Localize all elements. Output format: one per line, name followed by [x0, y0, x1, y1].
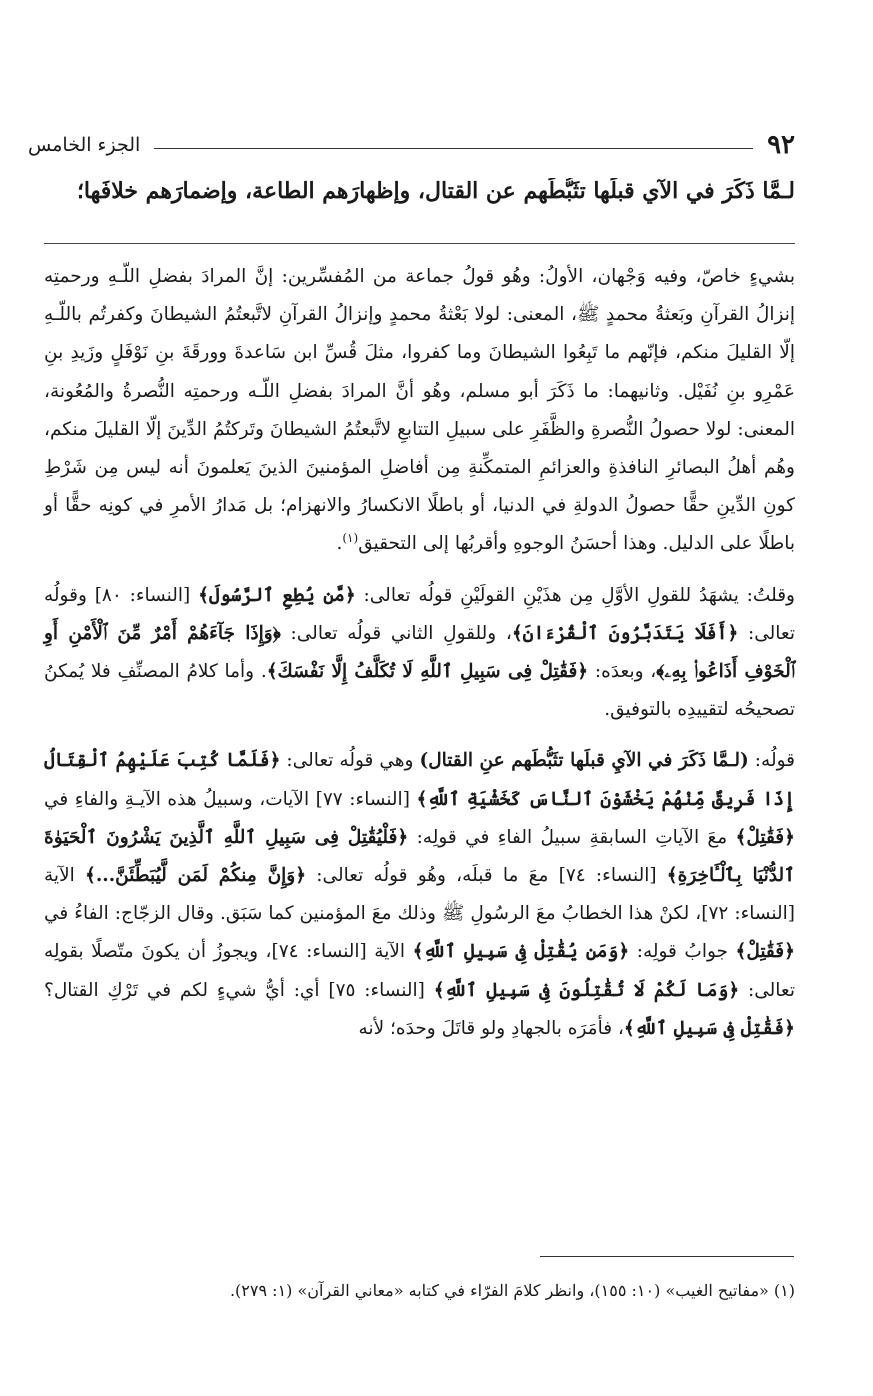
text-run: [النساء: ٧٥] أي: أيُّ شيءٍ لكم في تَرْكِ القتال؟ [44, 979, 434, 1001]
quranic-quote: ﴿وَمَا لَكُمْ لَا تُقَٰتِلُونَ فِى سَبِيلِ ٱللَّهِ﴾ [433, 979, 740, 1001]
quranic-quote: ﴿فَقَٰتِلْ فِى سَبِيلِ ٱللَّهِ﴾ [623, 1017, 795, 1039]
quranic-quote: ﴿فَقَٰتِلْ﴾ [735, 826, 795, 848]
footnote: (١) «مفاتيح الغيب» (١٠: ١٥٥)، وانظر كلامَ الفرّاء في كتابه «معاني القرآن» (١: ٢٧٩). [229, 1281, 795, 1300]
text-run: جوابُ قولِه: [629, 941, 736, 963]
text-run: بشيءٍ خاصّ، وفيه وَجْهان، الأولُ: وهُو قولُ جماعة من المُفسِّرين: إنَّ المرادَ بفضلِ اللّـهِ ورحمتِه إنزالُ القرآنِ وبَعثةُ محمدٍ ﷺ، المعنى: لولا بَعْثةُ محمدٍ وإنزالُ القرآنِ لاتَّبعتُمُ الشيطانَ وكفرتُم باللّـهِ إلّا القليلَ منكم، فإنّهم ما تَبِعُوا الشيطانَ وما كفروا، مثلَ قُسِّ ابن سَاعدةَ وورقَةَ بنِ نَوْفَلٍ وزَيدِ بنِ عَمْرِو بنِ نُفَيْل. وثانيهما: ما ذَكَرَ أبو مسلم، وهُو أنَّ المرادَ بفضلِ اللّـه ورحمتِه النُّصرةُ والمُعُونة، المعنى: لولا حصولُ النُّصرةِ والظَّفَرِ على سبيلِ التتابعِ لاتَّبعتُمُ الشيطانَ وتَركتُمُ الدِّينَ إلّا القليلَ منكم، وهُم أهلُ البصائرِ النافذةِ والعزائمِ المتمكِّنةِ مِن أفاضلِ المؤمنينَ الذينَ يَعلمونَ أنه ليس مِن شَرْطِ كونِ الدِّينِ حقًّا حصولُ الدولةِ في الدنيا، أو باطلًا الانكسارُ والانهزام؛ بل مَدارُ الأمرِ في كونِه حقًّا أو باطلًا على الدليل. وهذا أحسَنُ الوجوهِ وأقربُها إلى التحقيق [44, 266, 795, 555]
quranic-quote: ﴿فَلَمَّا كُتِبَ عَلَيْهِمُ ٱلْقِتَالُ إِذَا فَرِيقٌ مِّنْهُمْ يَخْشَوْنَ ٱلنَّاسَ كَخَشْيَةِ ٱللَّهِ﴾ [44, 750, 795, 810]
quranic-quote: ﴿أَفَلَا يَتَدَبَّرُونَ ٱلْقُرْءَانَ﴾ [511, 622, 739, 644]
chapter-title: لـمَّا ذَكَرَ في الآيِ قبلَها تثَبُّطَهم عن القتال، وإظهارَهم الطاعة، وإضمارَهم خلافَها؛ [76, 178, 795, 204]
text-run: الآية [النساء: ٧٢]، لكنْ هذا الخطابُ معَ الرسُولِ ﷺ وذلك معَ المؤمنين كما سَبَق. وقال الزجّاج: الفاءُ في [44, 865, 796, 925]
text-run: [النساء: ٧٤] معَ ما قبلَه، وهُو قولُه تعالى: [306, 865, 667, 887]
quranic-quote: ﴿فَلْيُقَٰتِلْ فِى سَبِيلِ ٱللَّهِ ٱلَّذِينَ يَشْرُونَ ٱلْحَيَوٰةَ ٱلدُّنْيَا بِٱلْـَٔاخِرَةِ﴾ [44, 826, 795, 887]
running-header [28, 125, 795, 165]
text-run: [النساء: ٨٠] وقولُه تعالى: [44, 584, 796, 644]
text-run: . وأما كلامُ المصنِّفِ فلا يُمكنُ تصحيحُه لتقييدِه بالتوفيق. [44, 661, 795, 721]
header-rule [154, 148, 753, 149]
quranic-quote: ﴿وَإِنَّ مِنكُمْ لَمَن لَّيُبَطِّئَنَّ...﴾ [84, 865, 307, 887]
quranic-quote: (لـمَّا ذَكَرَ في الآيِ قبلَها تثَبُّطَهم عنِ القتال) [419, 750, 749, 772]
quranic-quote: ﴿وَإِذَا جَآءَهُمْ أَمْرٌ مِّنَ ٱلْأَمْنِ أَوِ ٱلْخَوْفِ أَذَاعُوا۟ بِهِۦ﴾ [44, 622, 796, 683]
part-title: الجزء الخامس [28, 134, 141, 156]
paragraph [44, 577, 795, 730]
text-run: وقلتُ: يشهَدُ للقولِ الأوَّلِ مِن هذَيْنِ القولَيْنِ قولُه تعالى: [355, 584, 795, 606]
quranic-quote: ﴿مَّن يُطِعِ ٱلرَّسُولَ﴾ [198, 584, 356, 606]
text-run: ، وبعدَه: [588, 661, 657, 683]
title-rule [44, 243, 795, 244]
quranic-quote: ﴿وَمَن يُقَٰتِلْ فِى سَبِيلِ ٱللَّهِ﴾ [412, 941, 630, 963]
text-run: قولُه: [748, 750, 795, 772]
footnote-rule [540, 1256, 794, 1257]
page-number: ٩٢ [767, 130, 795, 160]
footnote-marker: (١) [342, 531, 359, 546]
text-run: . [336, 533, 343, 555]
paragraph [44, 258, 795, 564]
text-run: ، وللقولِ الثاني قولُه تعالى: [280, 622, 512, 644]
text-run: معَ الآياتِ السابقةِ سبيلُ الفاءِ في قولِه: [408, 826, 736, 848]
paragraph [44, 742, 795, 1048]
text-run: ، فأمَرَه بالجهادِ ولو قاتَلَ وحدَه؛ لأنه [358, 1017, 624, 1039]
text-run: [النساء: ٧٧] الآيات، وسبيلُ هذه الآيـةِ والفاءِ في [44, 788, 417, 810]
quranic-quote: ﴿فَقَٰتِلْ﴾ [735, 941, 795, 963]
commentary-body [44, 258, 795, 1061]
quranic-quote: ﴿فَقَٰتِلْ فِى سَبِيلِ ٱللَّهِ لَا تُكَلَّفُ إِلَّا نَفْسَكَ﴾ [266, 661, 589, 683]
text-run: الآية [النساء: ٧٤]، ويجوزُ أن يكونَ متّصلًا بقولِه تعالى: [44, 941, 795, 1001]
text-run: وهي قولُه تعالى: [280, 750, 420, 772]
